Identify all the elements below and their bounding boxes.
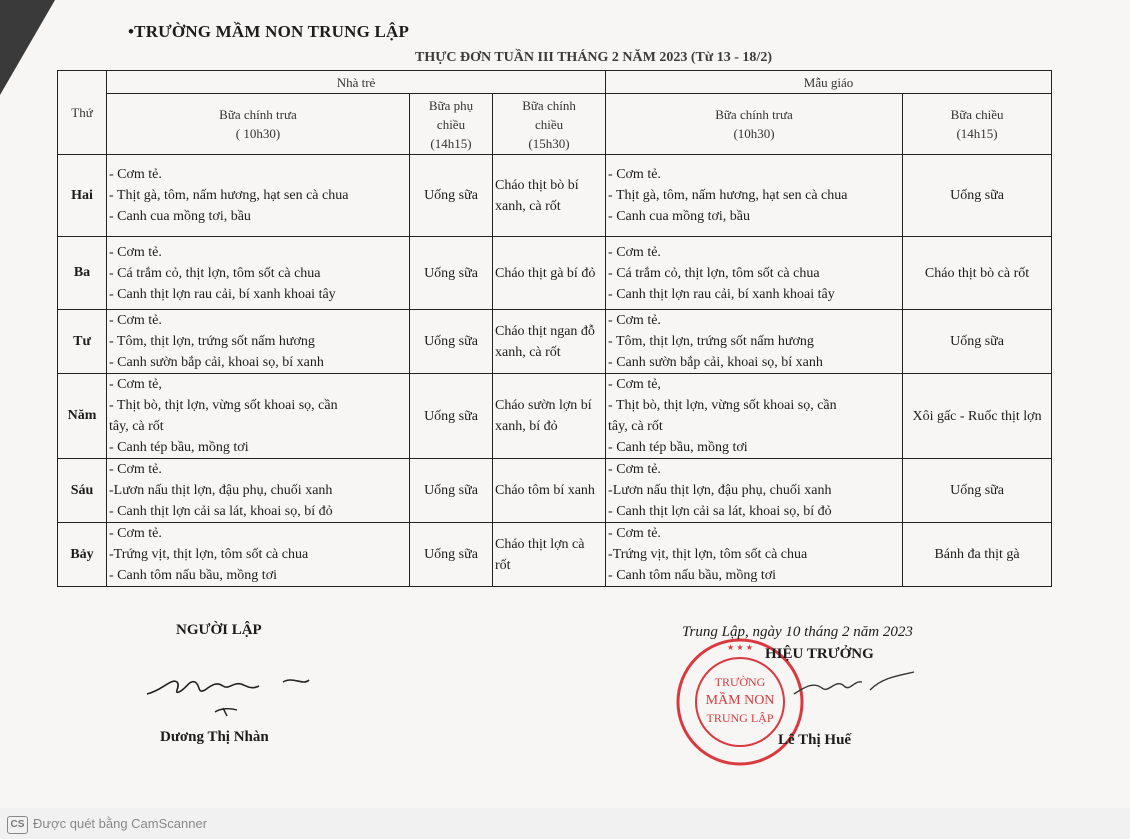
table-row bbox=[58, 310, 1052, 374]
signature-date: Trung Lập, ngày 10 tháng 2 năm 2023 bbox=[682, 624, 913, 640]
nt-snack-cell: Uống sữa bbox=[410, 237, 493, 310]
nt-main-pm-header: Bữa chính chiều (15h30) bbox=[493, 94, 606, 155]
mg-lunch-cell: - Cơm tẻ. -Trứng vịt, thịt lợn, tôm sốt cà chua - Canh tôm nấu bầu, mồng tơi bbox=[606, 523, 903, 587]
svg-text:TRƯỜNG: TRƯỜNG bbox=[714, 675, 766, 689]
mg-lunch-cell: - Cơm tẻ. - Tôm, thịt lợn, trứng sốt nấm hương - Canh sườn bắp cải, khoai sọ, bí xanh bbox=[606, 310, 903, 374]
preparer-signature bbox=[143, 668, 313, 718]
table-row bbox=[58, 237, 1052, 310]
day-column-header: Thứ bbox=[58, 71, 107, 155]
table-row bbox=[58, 374, 1052, 459]
mg-lunch-cell: - Cơm tẻ, - Thịt bò, thịt lợn, vừng sốt khoai sọ, cần tây, cà rốt - Canh tép bầu, mồng tơi bbox=[606, 374, 903, 459]
mg-afternoon-cell: Uống sữa bbox=[903, 459, 1052, 523]
nt-snack-cell: Uống sữa bbox=[410, 155, 493, 237]
day-cell: Tư bbox=[58, 310, 107, 374]
column-header-row bbox=[58, 94, 1052, 155]
mg-afternoon-cell: Uống sữa bbox=[903, 155, 1052, 237]
day-cell: Ba bbox=[58, 237, 107, 310]
nursery-group-header: Nhà trẻ bbox=[107, 71, 606, 94]
weekly-menu-table bbox=[57, 70, 1052, 587]
nt-lunch-cell: - Cơm tẻ. - Thịt gà, tôm, nấm hương, hạt sen cà chua - Canh cua mồng tơi, bầu bbox=[107, 155, 410, 237]
camscanner-icon: CS bbox=[7, 816, 28, 834]
school-name: •TRƯỜNG MẦM NON TRUNG LẬP bbox=[128, 22, 410, 41]
nt-snack-cell: Uống sữa bbox=[410, 459, 493, 523]
nt-snack-cell: Uống sữa bbox=[410, 374, 493, 459]
day-cell: Hai bbox=[58, 155, 107, 237]
nt-snack-cell: Uống sữa bbox=[410, 310, 493, 374]
principal-role: HIỆU TRƯỞNG bbox=[765, 646, 874, 662]
table-row bbox=[58, 459, 1052, 523]
mg-lunch-cell: - Cơm tẻ. -Lươn nấu thịt lợn, đậu phụ, chuối xanh - Canh thịt lợn cải sa lát, khoai sọ, bí đỏ bbox=[606, 459, 903, 523]
svg-text:TRUNG LẬP: TRUNG LẬP bbox=[706, 711, 774, 725]
preparer-name: Dương Thị Nhàn bbox=[160, 729, 269, 745]
principal-name: Lê Thị Huế bbox=[778, 732, 852, 748]
mg-afternoon-header: Bữa chiều (14h15) bbox=[903, 94, 1052, 155]
nt-main-pm-cell: Cháo thịt gà bí đỏ bbox=[493, 237, 606, 310]
day-cell: Sáu bbox=[58, 459, 107, 523]
nt-main-pm-cell: Cháo tôm bí xanh bbox=[493, 459, 606, 523]
nt-lunch-cell: - Cơm tẻ, - Thịt bò, thịt lợn, vừng sốt khoai sọ, cần tây, cà rốt - Canh tép bầu, mồng tơi bbox=[107, 374, 410, 459]
nt-main-pm-cell: Cháo thịt lợn cà rốt bbox=[493, 523, 606, 587]
mg-afternoon-cell: Uống sữa bbox=[903, 310, 1052, 374]
preparer-role: NGƯỜI LẬP bbox=[176, 622, 262, 638]
nt-lunch-header: Bữa chính trưa ( 10h30) bbox=[107, 94, 410, 155]
page-corner-fold bbox=[0, 0, 55, 95]
mg-lunch-header: Bữa chính trưa (10h30) bbox=[606, 94, 903, 155]
table-row bbox=[58, 523, 1052, 587]
nt-main-pm-cell: Cháo thịt ngan đỗ xanh, cà rốt bbox=[493, 310, 606, 374]
svg-text:MẦM NON: MẦM NON bbox=[705, 693, 775, 708]
svg-text:★ ★ ★: ★ ★ ★ bbox=[727, 643, 753, 652]
nt-main-pm-cell: Cháo thịt bò bí xanh, cà rốt bbox=[493, 155, 606, 237]
scanner-footer bbox=[0, 808, 1130, 839]
scanner-watermark-text: Được quét bằng CamScanner bbox=[33, 816, 208, 831]
group-header-row bbox=[58, 71, 1052, 94]
table-row bbox=[58, 155, 1052, 237]
nt-lunch-cell: - Cơm tẻ. - Cá trắm cỏ, thịt lợn, tôm sốt cà chua - Canh thịt lợn rau cải, bí xanh khoai tây bbox=[107, 237, 410, 310]
mg-afternoon-cell: Cháo thịt bò cà rốt bbox=[903, 237, 1052, 310]
day-cell: Bảy bbox=[58, 523, 107, 587]
nt-snack-header: Bữa phụ chiều (14h15) bbox=[410, 94, 493, 155]
nt-main-pm-cell: Cháo sườn lợn bí xanh, bí đỏ bbox=[493, 374, 606, 459]
kindergarten-group-header: Mẫu giáo bbox=[606, 71, 1052, 94]
nt-lunch-cell: - Cơm tẻ. - Tôm, thịt lợn, trứng sốt nấm hương - Canh sườn bắp cải, khoai sọ, bí xanh bbox=[107, 310, 410, 374]
menu-title: THỰC ĐƠN TUẦN III THÁNG 2 NĂM 2023 (Từ 13 - 18/2) bbox=[415, 50, 772, 65]
mg-afternoon-cell: Xôi gấc - Ruốc thịt lợn bbox=[903, 374, 1052, 459]
mg-lunch-cell: - Cơm tẻ. - Cá trắm cỏ, thịt lợn, tôm sốt cà chua - Canh thịt lợn rau cải, bí xanh khoai tây bbox=[606, 237, 903, 310]
principal-signature bbox=[790, 668, 920, 708]
day-cell: Năm bbox=[58, 374, 107, 459]
mg-lunch-cell: - Cơm tẻ. - Thịt gà, tôm, nấm hương, hạt sen cà chua - Canh cua mồng tơi, bầu bbox=[606, 155, 903, 237]
nt-lunch-cell: - Cơm tẻ. -Lươn nấu thịt lợn, đậu phụ, chuối xanh - Canh thịt lợn cải sa lát, khoai sọ, bí đỏ bbox=[107, 459, 410, 523]
nt-lunch-cell: - Cơm tẻ. -Trứng vịt, thịt lợn, tôm sốt cà chua - Canh tôm nấu bầu, mồng tơi bbox=[107, 523, 410, 587]
mg-afternoon-cell: Bánh đa thịt gà bbox=[903, 523, 1052, 587]
nt-snack-cell: Uống sữa bbox=[410, 523, 493, 587]
